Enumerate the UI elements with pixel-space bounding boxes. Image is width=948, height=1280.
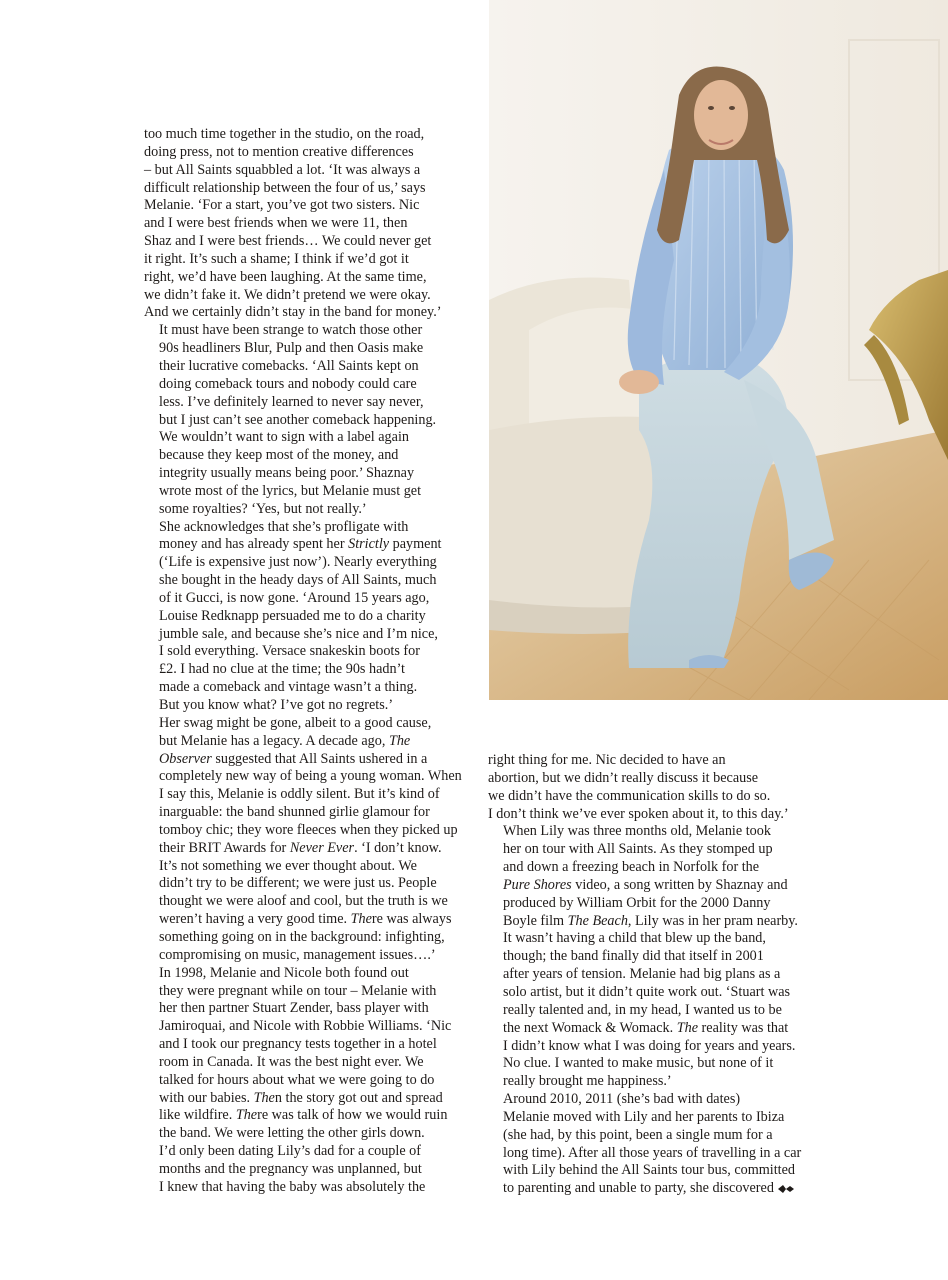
text-line: right, we’d have been laughing. At the same time, (144, 268, 427, 285)
paragraph (488, 752, 818, 823)
continue-arrow-icon (778, 1184, 794, 1194)
text-line: because they keep most of the money, and (159, 447, 399, 464)
text-line: It’s not something we ever thought about. We (159, 857, 417, 874)
text-line: their BRIT Awards for Never Ever. ‘I don’t know. (159, 839, 442, 856)
text-line: weren’t having a very good time. There was always (159, 911, 452, 928)
text-line: I sold everything. Versace snakeskin boots for (159, 643, 420, 660)
text-line: right thing for me. Nic decided to have an (488, 752, 726, 768)
text-line: difficult relationship between the four of us,’ says (144, 179, 426, 196)
text-line: produced by William Orbit for the 2000 Danny (503, 894, 771, 911)
text-line: but I just can’t see another comeback happening. (159, 411, 437, 428)
hands (619, 370, 659, 394)
text-line: the band. We were letting the other girls down. (159, 1125, 425, 1142)
text-line: integrity usually means being poor.’ Shaznay (159, 465, 415, 482)
text-line: 90s headliners Blur, Pulp and then Oasis make (159, 340, 424, 357)
text-line: But you know what? I’ve got no regrets.’ (159, 697, 394, 713)
text-line: inarguable: the band shunned girlie glamour for (159, 804, 430, 821)
text-line: and down a freezing beach in Norfolk for the (503, 859, 760, 876)
text-line: When Lily was three months old, Melanie took (503, 823, 771, 840)
text-line: Her swag might be gone, albeit to a good cause, (159, 714, 432, 731)
text-line: the next Womack & Womack. The reality was that (503, 1019, 789, 1036)
text-line: abortion, but we didn’t really discuss it because (488, 769, 759, 786)
text-line: her on tour with All Saints. As they stomped up (503, 841, 773, 858)
text-line: they were pregnant while on tour – Melanie with (159, 982, 437, 999)
text-line: wrote most of the lyrics, but Melanie must get (159, 482, 422, 499)
text-line: I don’t think we’ve ever spoken about it, to this day.’ (488, 805, 789, 822)
paragraph (144, 519, 469, 715)
text-line: doing press, not to mention creative differences (144, 143, 414, 160)
paragraph (144, 715, 469, 965)
text-line: completely new way of being a young woman. When (159, 768, 462, 785)
article-column-left (144, 126, 469, 1197)
paragraph (144, 965, 469, 1197)
text-line: Shaz and I were best friends… We could never get (144, 233, 432, 250)
text-line: made a comeback and vintage wasn’t a thing. (159, 679, 418, 696)
text-line: like wildfire. There was talk of how we would ruin (159, 1107, 448, 1124)
text-line: Louise Redknapp persuaded me to do a charity (159, 607, 426, 624)
text-line: she bought in the heady days of All Saints, much (159, 572, 437, 589)
text-line: Melanie moved with Lily and her parents to Ibiza (503, 1108, 785, 1125)
text-line: thought we were aloof and cool, but the truth is we (159, 893, 448, 910)
text-line: I knew that having the baby was absolutely the (159, 1178, 426, 1195)
text-line: with our babies. Then the story got out and spread (159, 1089, 443, 1106)
text-line: really brought me happiness.’ (503, 1073, 672, 1090)
text-line: It wasn’t having a child that blew up the band, (503, 930, 766, 947)
text-line: and I were best friends when we were 11, then (144, 215, 408, 232)
text-line: jumble sale, and because she’s nice and I’m nice, (159, 625, 438, 642)
article-column-right (488, 752, 818, 1198)
text-line: months and the pregnancy was unplanned, but (159, 1160, 422, 1177)
text-line: And we certainly didn’t stay in the band for money.’ (144, 304, 442, 321)
text-line: We wouldn’t want to sign with a label again (159, 429, 409, 446)
text-line: we didn’t have the communication skills to do so. (488, 787, 771, 804)
text-line: of it Gucci, is now gone. ‘Around 15 years ago, (159, 589, 430, 606)
text-line: with Lily behind the All Saints tour bus, committed (503, 1162, 796, 1179)
text-line: It must have been strange to watch those other (159, 322, 423, 339)
text-line: solo artist, but it didn’t quite work out. ‘Stuart was (503, 983, 791, 1000)
paragraph (488, 1091, 818, 1198)
text-line: didn’t try to be different; we were just us. People (159, 875, 437, 892)
text-line: and I took our pregnancy tests together in a hotel (159, 1036, 437, 1053)
text-line: Jamiroquai, and Nicole with Robbie Williams. ‘Nic (159, 1018, 452, 1035)
text-line: Boyle film The Beach, Lily was in her pram nearby. (503, 912, 798, 929)
text-line: (‘Life is expensive just now’). Nearly everything (159, 554, 437, 571)
text-line: (she had, by this point, been a single mum for a (503, 1126, 773, 1143)
text-line: I didn’t know what I was doing for years and years. (503, 1037, 796, 1054)
text-line: though; the band finally did that itself in 2001 (503, 948, 764, 965)
text-line: In 1998, Melanie and Nicole both found out (159, 964, 409, 981)
text-line: Around 2010, 2011 (she’s bad with dates) (503, 1091, 741, 1108)
text-line: Pure Shores video, a song written by Shaznay and (503, 876, 788, 893)
text-line: I’d only been dating Lily’s dad for a couple of (159, 1143, 421, 1160)
text-line: I say this, Melanie is oddly silent. But it’s kind of (159, 786, 440, 803)
paragraph (144, 322, 469, 518)
text-line: money and has already spent her Strictly payment (159, 536, 442, 553)
text-line: Observer suggested that All Saints ushered in a (159, 750, 428, 767)
text-line: some royalties? ‘Yes, but not really.’ (159, 500, 367, 517)
text-line: to parenting and unable to party, she discovered (488, 1180, 818, 1198)
text-line: She acknowledges that she’s profligate with (159, 518, 409, 535)
paragraph (144, 126, 469, 322)
text-line: it right. It’s such a shame; I think if we’d got it (144, 250, 409, 267)
text-line: doing comeback tours and nobody could care (159, 375, 417, 392)
text-line: compromising on music, management issues….’ (159, 946, 436, 963)
text-line: £2. I had no clue at the time; the 90s hadn’t (159, 661, 405, 678)
text-line: her then partner Stuart Zender, bass player with (159, 1000, 429, 1017)
text-line: too much time together in the studio, on the road, (144, 126, 425, 142)
text-line: something going on in the background: infighting, (159, 928, 445, 945)
text-line: really talented and, in my head, I wanted us to be (503, 1001, 782, 1018)
paragraph (488, 823, 818, 1091)
text-line: Melanie. ‘For a start, you’ve got two sisters. Nic (144, 197, 420, 214)
text-line: – but All Saints squabbled a lot. ‘It was always a (144, 161, 421, 178)
text-line: but Melanie has a legacy. A decade ago, The (159, 732, 411, 749)
portrait-photo (489, 0, 948, 700)
text-line: we didn’t fake it. We didn’t pretend we were okay. (144, 286, 431, 303)
text-line: room in Canada. It was the best night ever. We (159, 1053, 424, 1070)
text-line: No clue. I wanted to make music, but none of it (503, 1055, 774, 1072)
text-line: less. I’ve definitely learned to never say never, (159, 393, 424, 410)
text-line: talked for hours about what we were going to do (159, 1071, 435, 1088)
portrait-illustration (489, 0, 948, 700)
text-line: after years of tension. Melanie had big plans as a (503, 966, 781, 983)
text-line: long time). After all those years of travelling in a car (503, 1144, 802, 1161)
text-line: their lucrative comebacks. ‘All Saints kept on (159, 357, 419, 374)
text-line: tomboy chic; they wore fleeces when they picked up (159, 821, 458, 838)
face (694, 80, 748, 150)
